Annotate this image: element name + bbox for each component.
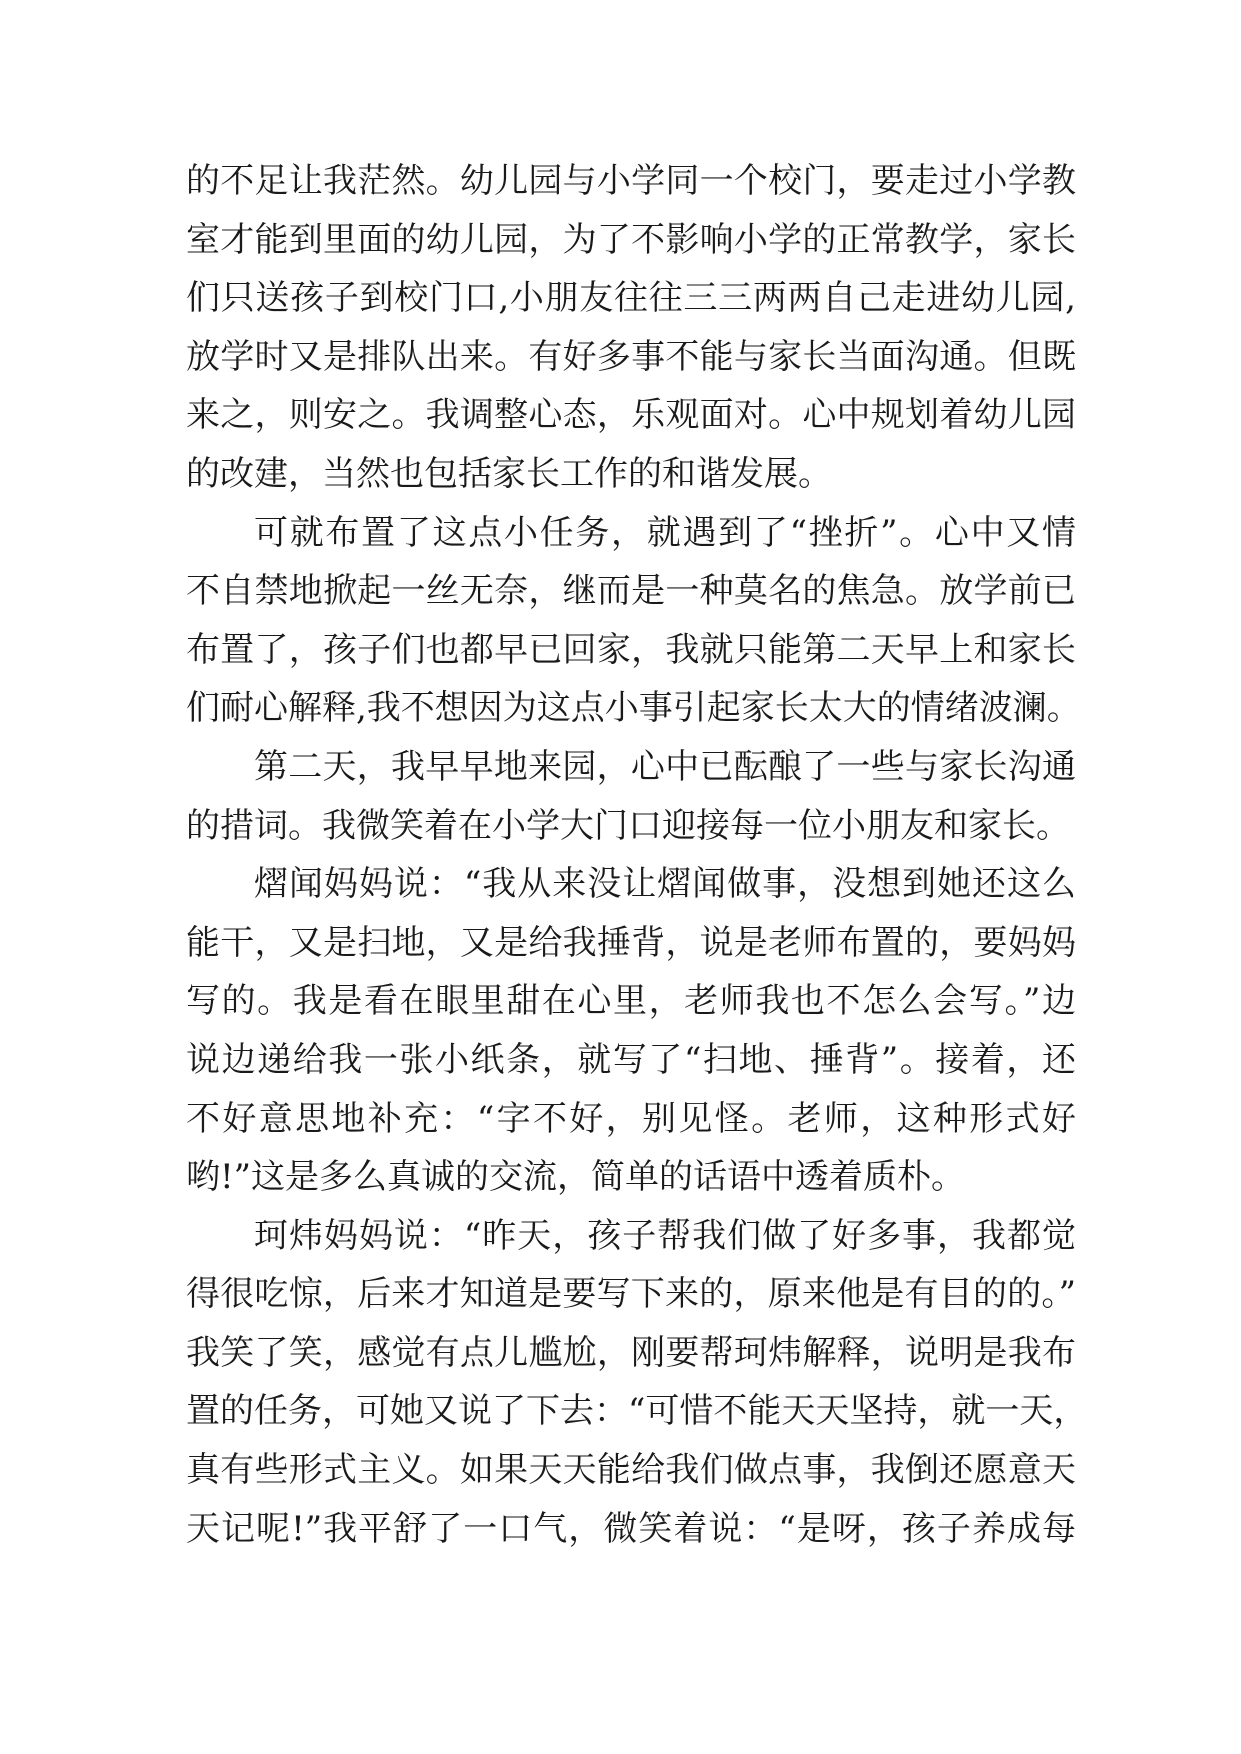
text-line: 们耐心解释,我不想因为这点小事引起家长太大的情绪波澜。 bbox=[186, 688, 1081, 729]
text-line: 说边递给我一张小纸条，就写了“扫地、捶背”。接着，还 bbox=[186, 1039, 1076, 1080]
text-line: 天记呢!”我平舒了一口气，微笑着说：“是呀，孩子养成每 bbox=[186, 1508, 1076, 1549]
text-line: 的不足让我茫然。幼儿园与小学同一个校门，要走过小学教 bbox=[186, 161, 1076, 201]
text-line: 我笑了笑，感觉有点儿尴尬，刚要帮珂炜解释，说明是我布 bbox=[186, 1332, 1076, 1373]
text-line: 的改建，当然也包括家长工作的和谐发展。 bbox=[186, 453, 832, 494]
text-line: 布置了，孩子们也都早已回家，我就只能第二天早上和家长 bbox=[186, 629, 1076, 670]
text-line: 们只送孩子到校门口,小朋友往往三三两两自己走进幼儿园, bbox=[186, 278, 1076, 319]
paragraph-first-line: 熠闻妈妈说：“我从来没让熠闻做事，没想到她还这么 bbox=[254, 864, 1076, 905]
text-line: 室才能到里面的幼儿园，为了不影响小学的正常教学，家长 bbox=[186, 219, 1076, 260]
text-line: 能干，又是扫地，又是给我捶背，说是老师布置的，要妈妈 bbox=[186, 922, 1076, 963]
paragraph-first-line: 第二天，我早早地来园，心中已酝酿了一些与家长沟通 bbox=[254, 746, 1076, 787]
text-line: 的措词。我微笑着在小学大门口迎接每一位小朋友和家长。 bbox=[186, 805, 1070, 846]
text-line: 放学时又是排队出来。有好多事不能与家长当面沟通。但既 bbox=[186, 336, 1076, 377]
text-line: 不好意思地补充：“字不好，别见怪。老师，这种形式好 bbox=[186, 1098, 1076, 1139]
paragraph-first-line: 珂炜妈妈说：“昨天，孩子帮我们做了好多事，我都觉 bbox=[254, 1215, 1076, 1256]
text-line: 写的。我是看在眼里甜在心里，老师我也不怎么会写。”边 bbox=[186, 981, 1076, 1022]
text-line: 不自禁地掀起一丝无奈，继而是一种莫名的焦急。放学前已 bbox=[186, 571, 1076, 612]
text-line: 真有些形式主义。如果天天能给我们做点事，我倒还愿意天 bbox=[186, 1450, 1076, 1491]
text-line: 置的任务，可她又说了下去：“可惜不能天天坚持，就一天， bbox=[186, 1391, 1088, 1432]
body-text bbox=[186, 152, 1088, 1558]
paragraph-first-line: 可就布置了这点小任务，就遇到了“挫折”。心中又情 bbox=[254, 512, 1076, 553]
text-line: 哟!”这是多么真诚的交流，简单的话语中透着质朴。 bbox=[186, 1157, 966, 1198]
text-line: 得很吃惊，后来才知道是要写下来的，原来他是有目的的。” bbox=[186, 1274, 1076, 1315]
text-line: 来之，则安之。我调整心态，乐观面对。心中规划着幼儿园 bbox=[186, 395, 1076, 436]
